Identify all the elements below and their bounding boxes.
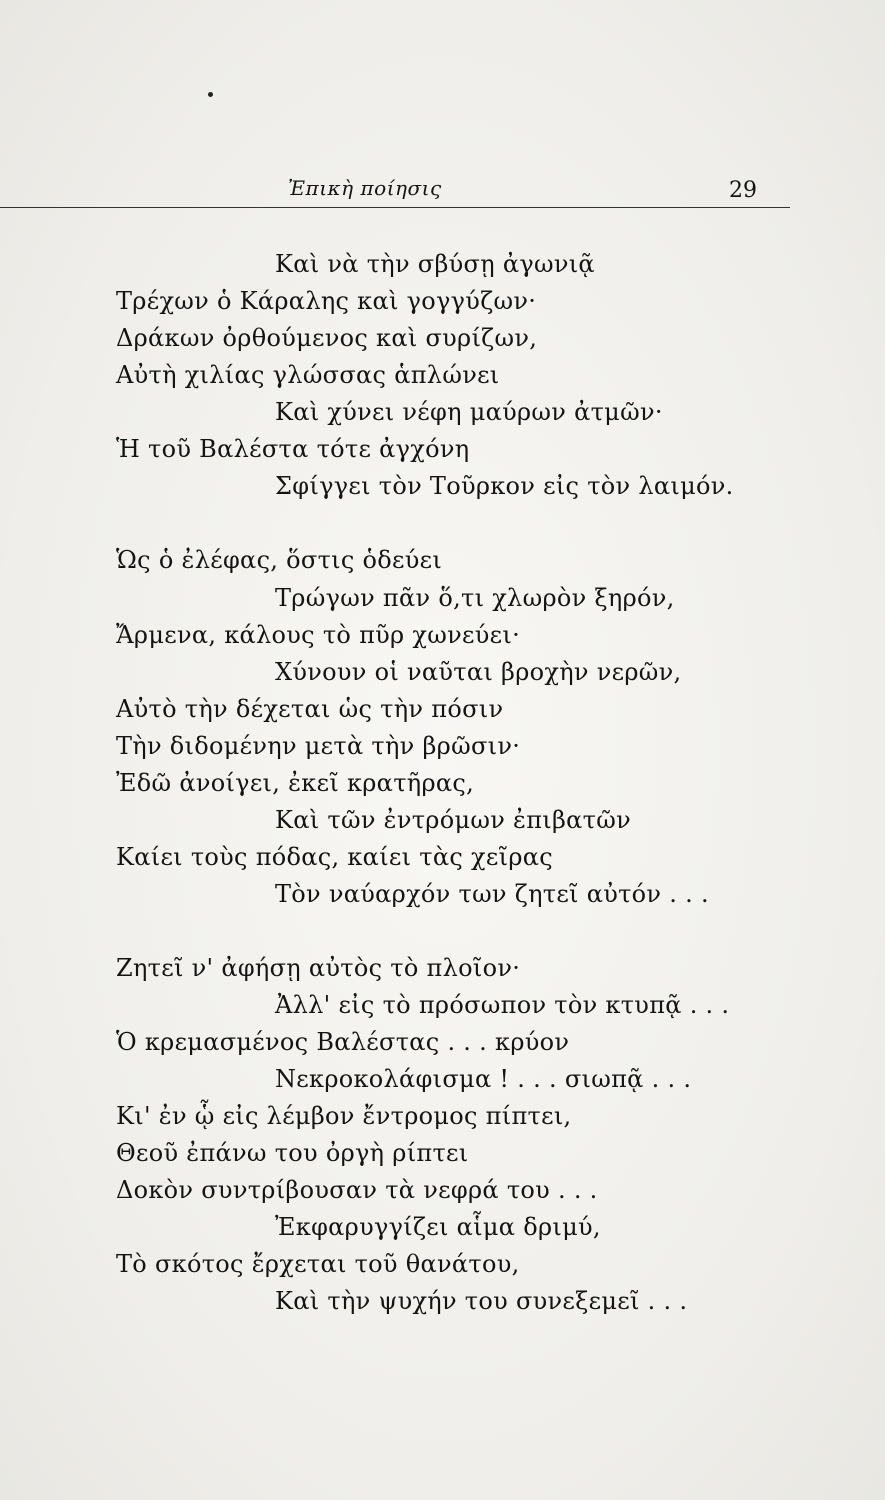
verse-line: Ἀλλ' εἰς τὸ πρόσωπον τὸν κτυπᾷ . . . bbox=[275, 991, 730, 1019]
ink-speck bbox=[208, 92, 213, 97]
verse-line: Δράκων ὀρθούμενος καὶ συρίζων, bbox=[116, 324, 538, 352]
page-number: 29 bbox=[729, 178, 757, 203]
verse-line: Καὶ τὴν ψυχήν του συνεξεμεῖ . . . bbox=[275, 1287, 688, 1315]
verse-line: Καὶ νὰ τὴν σβύσῃ ἀγωνιᾷ bbox=[275, 250, 595, 278]
verse-line: Δοκὸν συντρίβουσαν τὰ νεφρά του . . . bbox=[116, 1176, 598, 1204]
verse-line: Τρώγων πᾶν ὅ,τι χλωρὸν ξηρόν, bbox=[275, 584, 675, 612]
verse-line: Αὐτὸ τὴν δέχεται ὡς τὴν πόσιν bbox=[116, 695, 504, 723]
verse-line: Τὴν διδομένην μετὰ τὴν βρῶσιν· bbox=[116, 732, 521, 760]
verse-line: Ὁ κρεμασμένος Βαλέστας . . . κρύον bbox=[116, 1028, 570, 1056]
verse-line: Νεκροκολάφισμα ! . . . σιωπᾷ . . . bbox=[275, 1065, 692, 1093]
verse-line: Τὸν ναύαρχόν των ζητεῖ αὐτόν . . . bbox=[275, 880, 709, 908]
verse-line: Τρέχων ὁ Κάραλης καὶ γογγύζων· bbox=[116, 287, 537, 315]
verse-line: Καὶ τῶν ἐντρόμων ἐπιβατῶν bbox=[275, 806, 632, 834]
verse-line: Θεοῦ ἐπάνω του ὀργὴ ρίπτει bbox=[116, 1139, 469, 1167]
verse-line: Καὶ χύνει νέφη μαύρων ἀτμῶν· bbox=[275, 398, 663, 426]
verse-line: Ζητεῖ ν' ἀφήσῃ αὐτὸς τὸ πλοῖον· bbox=[116, 954, 521, 982]
verse-line: Σφίγγει τὸν Τοῦρκον εἰς τὸν λαιμόν. bbox=[275, 472, 734, 500]
verse-line: Χύνουν οἱ ναῦται βροχὴν νερῶν, bbox=[275, 658, 682, 686]
running-title: Ἐπικὴ ποίησις bbox=[288, 176, 442, 200]
verse-line: Ἐδῶ ἀνοίγει, ἐκεῖ κρατῆρας, bbox=[116, 769, 475, 797]
verse-line: Ἡ τοῦ Βαλέστα τότε ἀγχόνη bbox=[116, 435, 470, 463]
verse-line: Ἄρμενα, κάλους τὸ πῦρ χωνεύει· bbox=[116, 621, 520, 649]
verse-line: Τὸ σκότος ἔρχεται τοῦ θανάτου, bbox=[116, 1250, 520, 1278]
header-rule bbox=[0, 207, 790, 208]
verse-line: Ὡς ὁ ἐλέφας, ὅστις ὁδεύει bbox=[116, 546, 443, 574]
verse-line: Ἐκφαρυγγίζει αἷμα δριμύ, bbox=[275, 1213, 601, 1241]
verse-line: Κι' ἐν ᾧ εἰς λέμβον ἔντρομος πίπτει, bbox=[116, 1102, 572, 1130]
verse-line: Καίει τοὺς πόδας, καίει τὰς χεῖρας bbox=[116, 843, 553, 871]
verse-line: Αὐτὴ χιλίας γλώσσας ἁπλώνει bbox=[116, 361, 500, 389]
